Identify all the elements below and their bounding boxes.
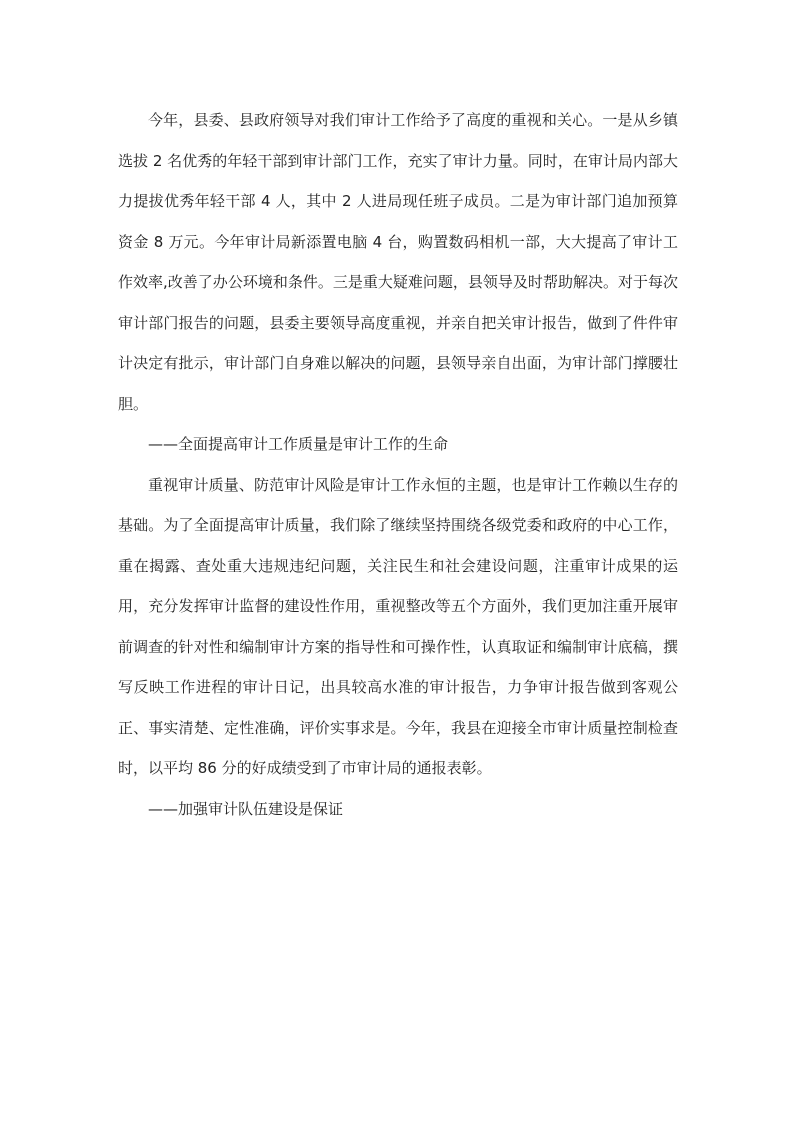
document-body — [118, 100, 678, 829]
paragraph-leadership-support: 今年，县委、县政府领导对我们审计工作给予了高度的重视和关心。一是从乡镇选拔 2 名优秀的年轻干部到审计部门工作，充实了审计力量。同时，在审计局内部大力提拔优秀年轻干部 4 人，其中 2 人进局现任班子成员。二是为审计部门追加预算资金 8 万元。今年审计局新添置电脑 4 台，购置数码相机一部，大大提高了审计工作效率,改善了办公环境和条件。三是重大疑难问题，县领导及时帮助解决。对于每次审计部门报告的问题，县委主要领导高度重视，并亲自把关审计报告，做到了件件审计决定有批示，审计部门自身难以解决的问题，县领导亲自出面，为审计部门撑腰壮胆。 — [118, 111, 678, 413]
section-heading-team: ——加强审计队伍建设是保证 — [148, 799, 344, 818]
paragraph-audit-quality: 重视审计质量、防范审计风险是审计工作永恒的主题，也是审计工作赖以生存的基础。为了全面提高审计质量，我们除了继续坚持围绕各级党委和政府的中心工作，重在揭露、查处重大违规违纪问题，关注民生和社会建设问题，注重审计成果的运用，充分发挥审计监督的建设性作用，重视整改等五个方面外，我们更加注重开展审前调查的针对性和编制审计方案的指导性和可操作性，认真取证和编制审计底稿，撰写反映工作进程的审计日记，出具较高水准的审计报告，力争审计报告做到客观公正、事实清楚、定性准确，评价实事求是。今年，我县在迎接全市审计质量控制检查时，以平均 86 分的好成绩受到了市审计局的通报表彰。 — [118, 475, 678, 777]
section-heading-quality: ——全面提高审计工作质量是审计工作的生命 — [148, 435, 449, 453]
